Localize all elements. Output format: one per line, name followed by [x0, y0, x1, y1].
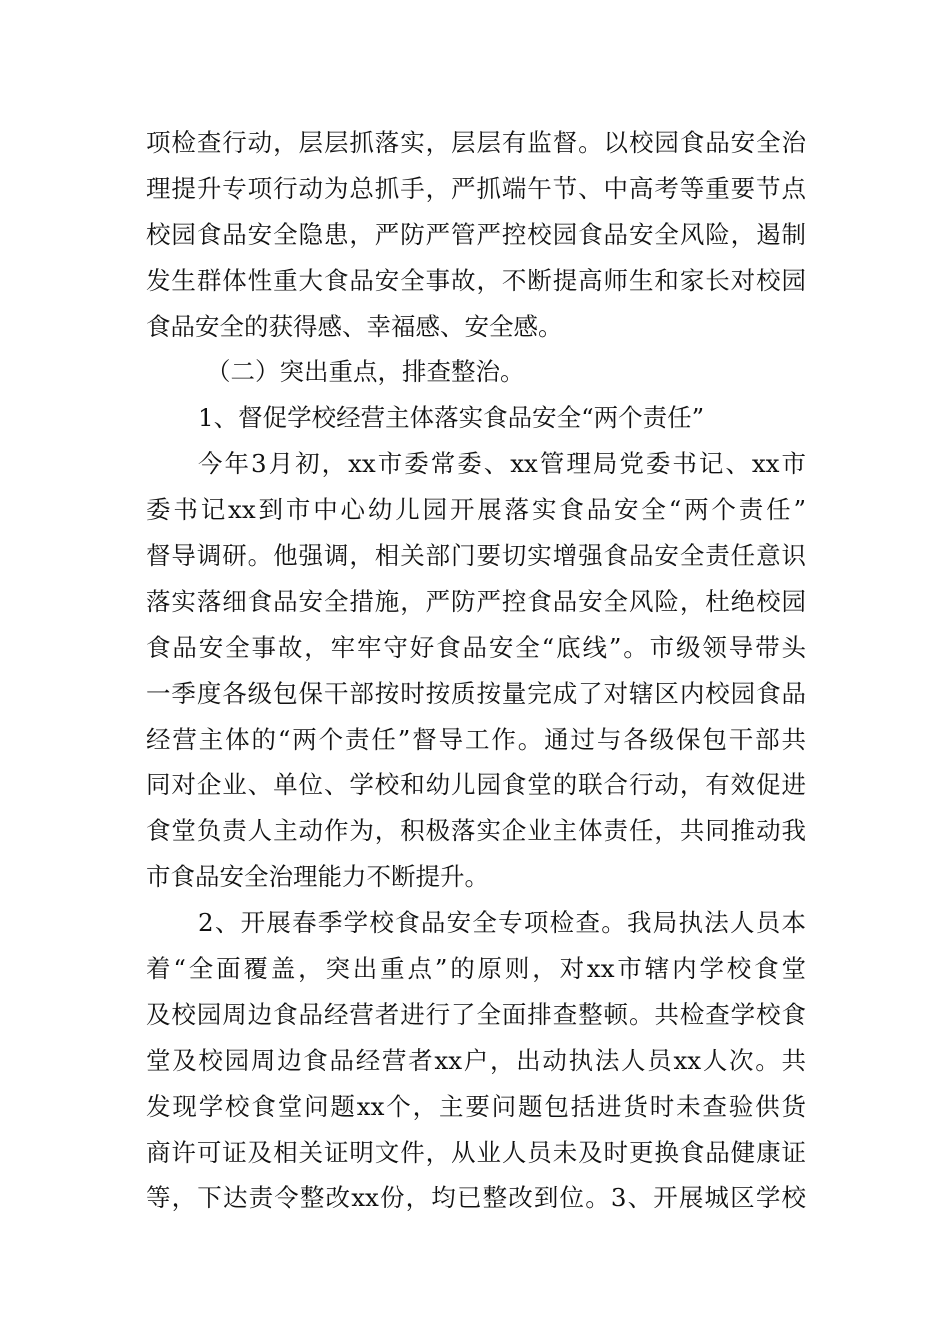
document-line: 经营主体的“两个责任”督导工作。通过与各级保包干部共 [146, 724, 806, 754]
document-line: 2、开展春季学校食品安全专项检查。我局执法人员本 [198, 908, 806, 938]
document-line: 委书记xx到市中心幼儿园开展落实食品安全“两个责任” [146, 495, 806, 525]
document-line: 项检查行动，层层抓落实，层层有监督。以校园食品安全治 [146, 128, 806, 157]
document-line: 同对企业、单位、学校和幼儿园食堂的联合行动，有效促进 [146, 770, 806, 800]
document-line: 等，下达责令整改xx份，均已整改到位。3、开展城区学校 [146, 1183, 806, 1213]
document-line: 落实落细食品安全措施，严防严控食品安全风险，杜绝校园 [146, 586, 806, 616]
document-line: 着“全面覆盖，突出重点”的原则，对xx市辖内学校食堂 [146, 954, 806, 984]
document-line: 督导调研。他强调，相关部门要切实增强食品安全责任意识 [146, 541, 806, 571]
document-line: 食品安全事故，牢牢守好食品安全“底线”。市级领导带头 [146, 632, 806, 662]
document-line: （二）突出重点，排查整治。 [206, 357, 525, 387]
document-line: 及校园周边食品经营者进行了全面排查整顿。共检查学校食 [146, 999, 806, 1029]
document-line: 今年3月初，xx市委常委、xx管理局党委书记、xx市 [198, 449, 806, 479]
document-line: 市食品安全治理能力不断提升。 [146, 862, 489, 892]
document-line: 1、督促学校经营主体落实食品安全“两个责任” [198, 403, 705, 433]
document-body [146, 120, 806, 1221]
document-line: 商许可证及相关证明文件，从业人员未及时更换食品健康证 [146, 1137, 806, 1167]
document-line: 食堂负责人主动作为，积极落实企业主体责任，共同推动我 [146, 816, 806, 846]
document-line: 发生群体性重大食品安全事故，不断提高师生和家长对校园 [146, 265, 806, 295]
document-line: 一季度各级包保干部按时按质按量完成了对辖区内校园食品 [146, 678, 806, 708]
document-line: 发现学校食堂问题xx个，主要问题包括进货时未查验供货 [146, 1091, 806, 1121]
document-line: 理提升专项行动为总抓手，严抓端午节、中高考等重要节点 [146, 173, 806, 203]
document-line: 食品安全的获得感、幸福感、安全感。 [146, 311, 563, 341]
document-line: 堂及校园周边食品经营者xx户，出动执法人员xx人次。共 [146, 1045, 806, 1075]
document-line: 校园食品安全隐患，严防严管严控校园食品安全风险，遏制 [146, 219, 806, 249]
